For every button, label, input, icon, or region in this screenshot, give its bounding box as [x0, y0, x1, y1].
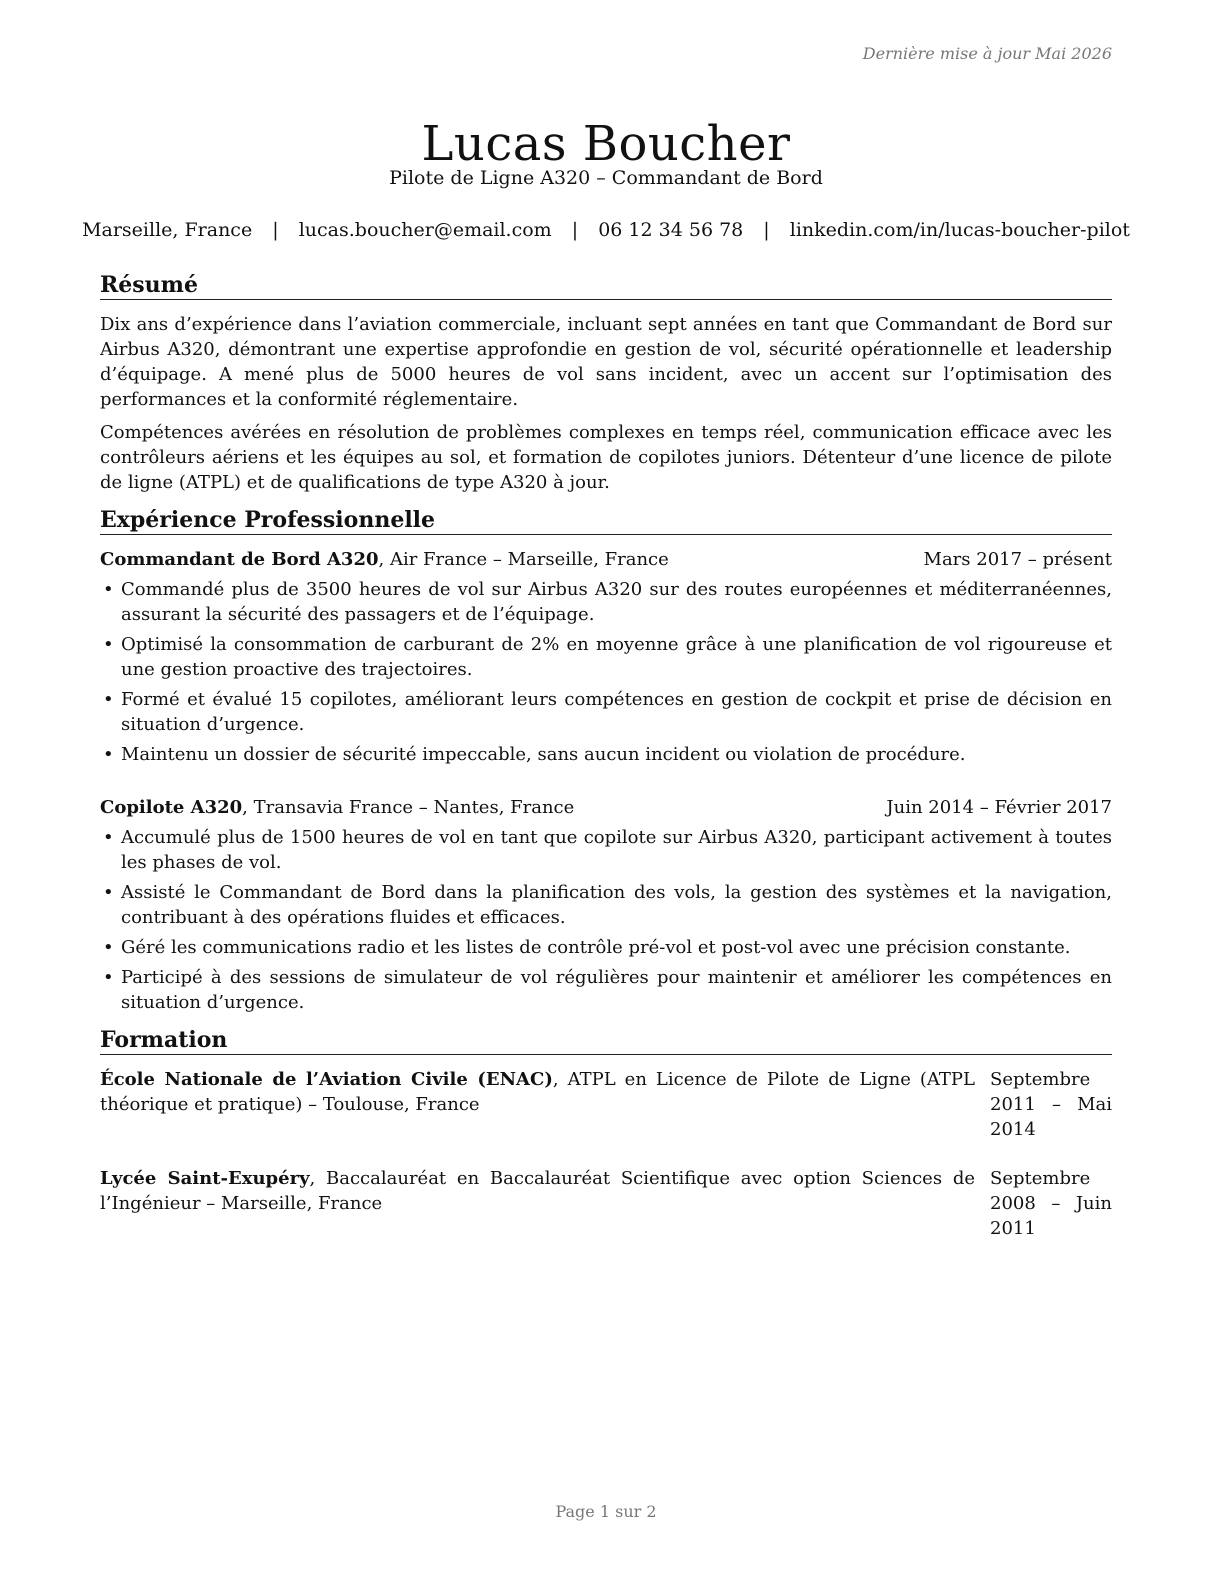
job-entry	[100, 547, 1112, 767]
education-dates: Septembre 2008 – Juin 2011	[990, 1168, 1112, 1239]
contact-linkedin[interactable]: linkedin.com/in/lucas-boucher-pilot	[789, 219, 1130, 241]
job-bullets	[100, 825, 1112, 1015]
job-role: Copilote A320	[100, 797, 243, 818]
list-item: • Commandé plus de 3500 heures de vol sur Airbus A320 sur des routes européennes et méditerranéennes, assurant la sécurité des passagers et de l’équipage.	[103, 579, 1112, 625]
education-entry	[100, 1067, 1112, 1142]
job-bullets	[100, 577, 1112, 767]
list-item: • Maintenu un dossier de sécurité impeccable, sans aucun incident ou violation de procédure.	[103, 744, 966, 765]
education-school: Lycée Saint-Exupéry	[100, 1168, 310, 1189]
contact-separator: |	[272, 219, 279, 241]
resume-page	[82, 0, 1130, 1584]
section-title-summary: Résumé	[100, 272, 1112, 300]
summary-paragraph: Compétences avérées en résolution de problèmes complexes en temps réel, communication efficace avec les contrôleurs aériens et les équipes au sol, et formation de copilotes juniors. Détenteur d’une licence de pilote de ligne (ATPL) et de qualifications de type A320 à jour.	[100, 422, 1112, 493]
section-title-education: Formation	[100, 1027, 1112, 1055]
contact-email[interactable]: lucas.boucher@email.com	[298, 219, 552, 241]
bullet-icon: •	[103, 937, 114, 958]
bullet-icon: •	[103, 882, 114, 903]
bullet-icon: •	[103, 579, 114, 600]
education-description	[100, 1067, 975, 1142]
job-company: , Transavia France – Nantes, France	[242, 797, 575, 818]
job-header	[100, 795, 1112, 820]
candidate-name: Lucas Boucher	[421, 116, 791, 173]
candidate-title: Pilote de Ligne A320 – Commandant de Bord	[389, 167, 823, 189]
summary-section	[100, 272, 1112, 495]
job-role-company	[100, 795, 574, 820]
contact-separator: |	[763, 219, 770, 241]
bullet-icon: •	[103, 967, 114, 988]
page-number: Page 1 sur 2	[555, 1502, 657, 1521]
bullet-icon: •	[103, 827, 114, 848]
list-item: • Assisté le Commandant de Bord dans la planification des vols, la gestion des systèmes et la navigation, contribuant à des opérations fluides et efficaces.	[103, 882, 1112, 928]
contact-separator: |	[571, 219, 579, 241]
bullet-icon: •	[103, 634, 114, 655]
education-entry	[100, 1166, 1112, 1241]
job-company: , Air France – Marseille, France	[378, 549, 669, 570]
job-spacer	[100, 773, 1112, 787]
list-item: • Formé et évalué 15 copilotes, améliorant leurs compétences en gestion de cockpit et prise de décision en situation d’urgence.	[103, 689, 1112, 735]
section-title-experience: Expérience Professionnelle	[100, 507, 1112, 535]
experience-section	[100, 507, 1112, 1015]
list-item: • Géré les communications radio et les listes de contrôle pré-vol et post-vol avec une précision constante.	[103, 937, 1071, 958]
bullet-icon: •	[103, 689, 114, 710]
job-entry	[100, 795, 1112, 1015]
education-dates: Septembre 2011 – Mai 2014	[990, 1069, 1112, 1140]
education-detail: , ATPL en Licence de Pilote de Ligne (ATPL théorique et pratique) – Toulouse, France	[100, 1069, 975, 1115]
resume-content	[100, 272, 1112, 1265]
education-description	[100, 1166, 975, 1241]
bullet-icon: •	[103, 744, 114, 765]
job-header	[100, 547, 1112, 572]
education-section	[100, 1027, 1112, 1241]
list-item: • Accumulé plus de 1500 heures de vol en tant que copilote sur Airbus A320, participant activement à toutes les phases de vol.	[103, 827, 1112, 873]
contact-phone[interactable]: 06 12 34 56 78	[598, 219, 744, 241]
list-item: • Participé à des sessions de simulateur de vol régulières pour maintenir et améliorer les compétences en situation d’urgence.	[103, 967, 1112, 1013]
job-role-company	[100, 547, 669, 572]
contact-location: Marseille, France	[82, 219, 253, 241]
list-item: • Optimisé la consommation de carburant de 2% en moyenne grâce à une planification de vol rigoureuse et une gestion proactive des trajectoires.	[103, 634, 1112, 680]
job-role: Commandant de Bord A320	[100, 549, 379, 570]
education-detail: , Baccalauréat en Baccalauréat Scientifique avec option Sciences de l’Ingénieur – Marseille, France	[100, 1168, 975, 1214]
job-dates: Mars 2017 – présent	[923, 549, 1112, 570]
education-school: École Nationale de l’Aviation Civile (ENAC)	[100, 1069, 553, 1090]
job-dates: Juin 2014 – Février 2017	[886, 797, 1112, 818]
contact-line	[40, 219, 1172, 241]
summary-paragraph: Dix ans d’expérience dans l’aviation commerciale, incluant sept années en tant que Commandant de Bord sur Airbus A320, démontrant une expertise approfondie en gestion de vol, sécurité opérationnelle et leadership d’équipage. A mené plus de 5000 heures de vol sans incident, avec un accent sur l’optimisation des performances et la conformité réglementaire.	[100, 314, 1112, 410]
last-updated: Dernière mise à jour Mai 2026	[862, 44, 1112, 63]
